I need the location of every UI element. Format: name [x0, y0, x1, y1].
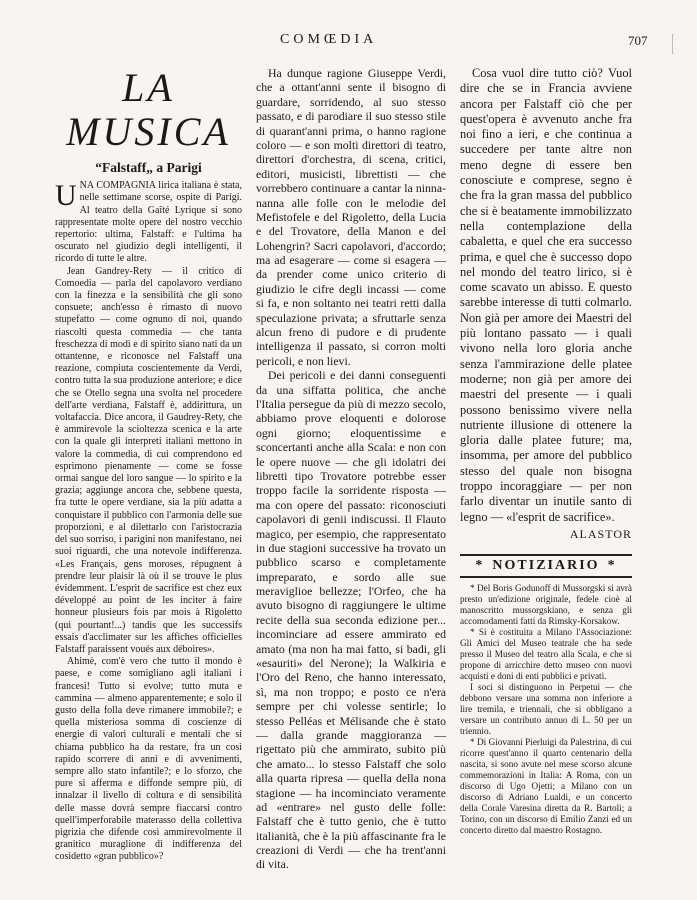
paragraph: Ahimè, com'è vero che tutto il mondo è paese, e come somigliano agli italiani i francesi! Tutto si evolve; tutto muta e cammina — almeno apparentemente; e solo il gusto della folla deve rimanere immobile?; e quella misteriosa somma di coscienze di energie di valori culturali e mentali che si chiama pubblico ha da restare, fra un così rapido scorrere di anni e di avvenimenti, sempre allo stato infantile?; e lo sforzo, che pure si afferma e diffonde sempre più, di innalzar il livello di coltura e di sensibilità delle masse dovrà sempre fiaccarsi contro quell'imperforabile materasso della collettiva pigrizia che difende così ammirevolmente il granitico muraglione di indifferenza del cosidetto «gran pubblico»?: [55, 656, 242, 863]
page-header: [0, 32, 697, 52]
notiziario-title: NOTIZIARIO: [492, 558, 600, 574]
column-2: [256, 66, 446, 872]
article-subtitle: “Falstaff„ a Parigi: [95, 160, 202, 175]
paragraph: Ha dunque ragione Giuseppe Verdi, che a ottant'anni sente il bisogno di guardare, sorridendo, al suo stesso passato, e di parodiare il suo stesso stile di quarant'anni prima, o hanno ragione coloro — e son molti direttori di teatro, direttori d'orchestra, di scena, critici, editori, musicisti, librettisti — che vorrebbero continuare a cantar la ninna-nanna alle folle con le melodie del Mefistofele e del Rigoletto, della Lucia e del Trovatore, della Manon e del Lohengrin? Sacri capolavori, d'accordo; ma ad esagerare — come si esagera — da prender come unico criterio di giudizio le cifre degli incassi — come si fa, e non soltanto nei teatri retti dalla speculazione privata; a sfruttarle senza alcun freno di pudore e di prudente intelligenza il passato, si corron molti pericoli, e non lievi.: [256, 66, 446, 368]
paragraph: Dei pericoli e dei danni conseguenti da una siffatta politica, che anche l'Italia persegue da più di mezzo secolo, abbiamo prove eloquenti e dolorose ogni giorno; eloquentissime e sconcertanti anche alla Scala: e non con le opere nuove — che gli idolatri dei libretti tipo Trovatore potrebbe esser troppo facile la sorridente risposta — ma con opere del passato: riconosciuti capolavori di genii indiscussi. Il Flauto magico, per esempio, che rappresentato in due stagioni successive ha trovato un pubblico scarso e completamente impreparato, e sordo alle sue meraviglioe bellezze; l'Orfeo, che ha avuto bisogno di raggiungere le ultime recite della sua seconda edizione per... incominciare ad essere ammirato ed amato (ma non ha mai fatto, si badi, gli «esauriti» del Nerone); la Walkiria e l'Oro del Reno, che hanno interessato, sì, ma non troppo; e posto ce n'era sempre per chi volesse sentirle; lo stesso Pelléas et Mélisande che è stato — dalla grande maggioranza — rigettato più che ammirato, subito più che amato... lo stesso Falstaff che solo alla quarta ripresa — quella della nona stagione — ha incominciato veramente ad «entrare» nel gusto delle folle: Falstaff che è tutto genio, che è tutto italianità, che è la più affascinante fra le creazioni di Verdi — che ha trent'anni di vita.: [256, 368, 446, 872]
margin-mark: [672, 34, 683, 54]
star-icon: *: [475, 558, 485, 574]
column-3: [460, 66, 632, 836]
column-1: [55, 66, 242, 864]
page-number: 707: [628, 33, 648, 48]
news-item: * Del Boris Godunoff di Mussorgski si avrà presto un'edizione originale, fedele cioè al manoscritto mussorgskiano, e senza gli accomodamenti fatti da Rimsky-Korsakow.: [460, 582, 632, 626]
paragraph: Jean Gandrey-Rety — il critico di Comoedia — parla del capolavoro verdiano con la finezza e la sensibilità che gli sono consuete; anch'esso è rimasto di nuovo stupefatto — come ognuno di noi, quando riascolti questa commedia — che tanta freschezza di modi e di spirito siano nati da un ottantenne, e riconosce nel Falstaff una reazione, compiuta coscientemente da Verdi, contro tutta la sua produzione anteriore; e dice che se Otello segna una svolta nel procedere dell'arte verdiana, Falstaff è, addirittura, un voltafaccia. Dice ancora, il Gaudrey-Rety, che è ammirevole la scioltezza scenica e la arte con la quale gli interpreti italiani mettono in valore la commedia, di cui comprendono ed esprimono pienamente — come se fosse ormai sangue del loro sangue — lo spirito e la grazia; aggiunge ancora che, sebbene questa, fra tutte le opere verdiane, sia la più adatta a conquistare il pubblico con l'armonia delle sue proporzioni, e al dilettarlo con l'aristocrazia del suo sorriso, i parigini non manifestano, nei suoi riguardi, che una notevole indifferenza. «Les Français, gens moroses, répugnent à prendre leur plaisir là où il se trouve le plus évidemment. L'esprit de sacrifice est chez eux développé au point de les inciter à faire honneur plusieurs fois par mois à Rigoletto (qui pourtant!...) tandis que les successifs essais d'acclimater sur les affiches officielles Falstaff paraissent voués aux déboires».: [55, 265, 242, 655]
news-item: * Si è costituita a Milano l'Associazione: Gli Amici del Museo teatrale che ha sede presso il Museo del teatro alla Scala, e che si propone di arricchire detto museo con nuovi acquisti e doni di enti pubblici e privati.: [460, 626, 632, 681]
paragraph: Cosa vuol dire tutto ciò? Vuol dire che se in Francia avviene ancora per Falstaff ciò che per quest'opera è avvenuto anche fra noi fino a ieri, e che continua a succedere per tante altre non meno degne di essere ben conosciute e comprese, segno è che fra la gran massa del pubblico che si è beatamente immobilizzato nella contemplazione della cabaletta, e quel che era successo prima, e quel che è successo dopo nel mondo del teatro lirico, si è come scavato un abisso. E questo sarebbe interesse di tutti colmarlo. Non già per amore dei Maestri del più lontano passato — i quali vivono nella loro gloria anche senza l'ammirazione delle platee moderne; non già per amore dei maestri del presente — i quali possono benissimo vivere nella nutriente illusione di ottenere la gloria dalle platee future; ma, insomma, per amore del pubblico stesso del quale non bisogna troppo incoraggiare — per non farlo diventar un inutile santo di legno — «l'esprit de sacrifice».: [460, 66, 632, 524]
magazine-title: COMŒDIA: [280, 32, 378, 47]
paragraph: UNA COMPAGNIA lirica italiana è stata, nelle settimane scorse, ospite di Parigi. Al teatro della Gaîté Lyrique si sono rappresentate molte opere del nostro vecchio repertorio: ultima, Falstaff: e l'ultima ha oscurato nel giudizio degli intelligenti, il ricordo di tutte le altre.: [55, 179, 242, 265]
notiziario-body: [460, 583, 632, 836]
article-title: LA MUSICA: [66, 65, 231, 154]
signature: ALASTOR: [569, 526, 632, 541]
drop-cap: U: [55, 179, 77, 213]
news-item: I soci si distinguono in Perpetui — che debbono versare una somma non inferiore a lire tremila, e triennali, che si obbligano a versare un contributo annuo di L. 50 per un triennio.: [460, 681, 632, 736]
news-item: * Di Giovanni Pierluigi da Palestrina, di cui ricorre quest'anno il quarto centenario della nascita, si sono avute nel mese scorso alcune commemorazioni in Italia: A Roma, con un discorso di Ugo Ojetti; a Milano con un discorso di Adriano Lualdi, e un concerto della Corale Varesina diretta da R. Bartoli; a Torino, con un discorso di Emilio Zanzi ed un concerto diretto dal maestro Rostagno.: [460, 736, 632, 835]
star-icon: *: [607, 558, 617, 574]
notiziario-header: [460, 554, 632, 577]
